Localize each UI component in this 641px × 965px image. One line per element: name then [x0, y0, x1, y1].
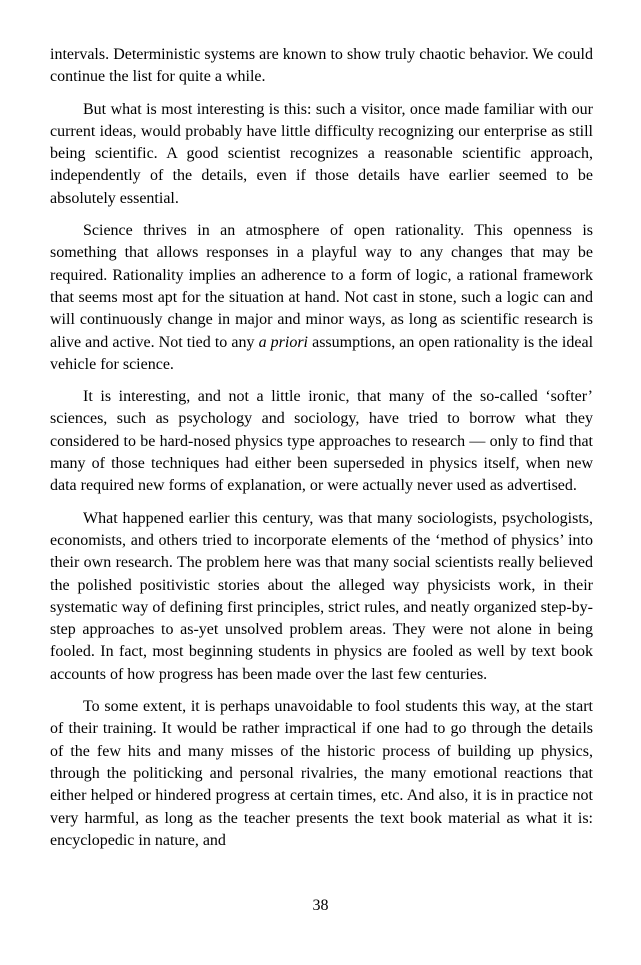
text-segment: assumptions, an open rationality is the ideal vehicle for science. — [50, 333, 594, 373]
text-segment: It is interesting, and not a little ironic, that many of the so-called ‘softer’ sciences, such as psychology and sociology, have tried to borrow what they considered to be hard-nosed physics type approaches to research — only to find that many of those techniques had either been superseded in physics itself, when new data required new forms of explanation, or were actually never used as advertised. — [50, 388, 593, 495]
text-segment: What happened earlier this century, was that many sociologists, psychologists, economists, and others tried to incorporate elements of the ‘method of physics’ into their own research. The problem here was that many social scientists really believed the polished positivistic stories about the alleged way physicists work, in their systematic way of defining first principles, strict rules, and neatly organized step-by-step approaches to as-yet unsolved problem areas. They were not alone in being fooled. In fact, most beginning students in physics are fooled as well by text book accounts of how progress has been made over the last few centuries. — [50, 509, 593, 683]
text-segment: intervals. Deterministic systems are known to show truly chaotic behavior. We could continue the list for quite a while. — [50, 46, 593, 86]
paragraph — [50, 386, 593, 497]
paragraph — [50, 696, 593, 852]
text-segment: But what is most interesting is this: such a visitor, once made familiar with our current ideas, would probably have little difficulty recognizing our enterprise as still being scientific. A good scientist recognizes a reasonable scientific approach, independently of the details, even if those details have earlier seemed to be absolutely essential. — [50, 100, 593, 207]
paragraph — [50, 220, 593, 376]
page-number: 38 — [312, 897, 329, 914]
text-segment: Science thrives in an atmosphere of open rationality. This openness is something that allows responses in a playful way to any changes that may be required. Rationality implies an adherence to a form of logic, a rational framework that seems most apt for the situation at hand. Not cast in stone, such a logic can and will continuously change in major and minor ways, as long as scientific research is alive and active. Not tied to any — [50, 222, 593, 351]
paragraph — [50, 508, 593, 686]
paragraph — [50, 44, 593, 89]
italic-phrase: a priori — [258, 333, 308, 351]
paragraph — [50, 99, 593, 210]
text-column — [50, 44, 593, 862]
text-segment: To some extent, it is perhaps unavoidable to fool students this way, at the start of their training. It would be rather impractical if one had to go through the details of the few hits and many misses of the historic process of building up physics, through the politicking and personal rivalries, the many emotional reactions that either helped or hindered progress at certain times, etc. And also, it is in practice not very harmful, as long as the teacher presents the text book material as what it is: encyclopedic in nature, and — [50, 698, 593, 849]
